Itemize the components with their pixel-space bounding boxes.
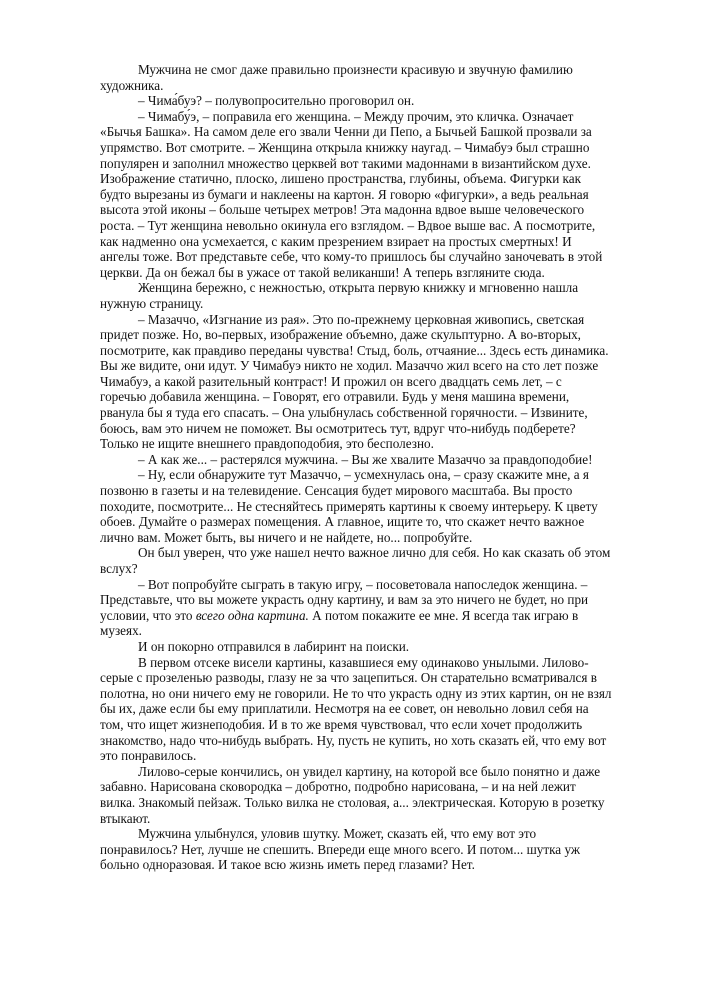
paragraph-7: – Ну, если обнаружите тут Мазаччо, – усмехнулась она, – сразу скажите мне, а я позвоню в газеты и на телевидение. Сенсация будет мирового масштаба. Вы просто походите, посмотрите... Не стесняйтесь примерять картины к своему интерьеру. К цвету обоев. Думайте о размерах помещения. А главное, ищите то, что скажет нечто важное лично вам. Может быть, вы ничего и не найдете, но... попробуйте. [100,467,598,545]
paragraph-10: И он покорно отправился в лабиринт на поиски. [138,638,410,654]
paragraph-9 [100,577,632,639]
paragraph-6: – А как же... – растерялся мужчина. – Вы же хвалите Мазаччо за правдоподобие! [138,451,593,467]
paragraph-9-before: – Вот попробуйте сыграть в такую игру, – посоветовала напоследок женщина. – Представьте, что вы можете украсть одну картину, и вам за это ничего не будет, но при условии, что это [100,576,589,623]
paragraph-2: – Чима́буэ? – полувопросительно проговорил он. [138,93,415,109]
paragraph-9-italic: всего одна картина. [195,607,309,623]
paragraph-4: Женщина бережно, с нежностью, открыта первую книжку и мгновенно нашла нужную страницу. [100,280,579,311]
paragraph-12: Лилово-серые кончились, он увидел картину, на которой все было понятно и даже забавно. Нарисована сковородка – добротно, подробно нарисована, – и на ней лежит вилка. Знакомый пейзаж. Только вилка не столовая, а... электрическая. Которую в розетку втыкают. [100,763,605,826]
paragraph-3: – Чимабу́э, – поправила его женщина. – Между прочим, это кличка. Означает «Бычья Башка». На самом деле его звали Ченни ди Пепо, а Бычьей Башкой прозвали за упрямство. Вот смотрите. – Женщина открыла книжку наугад. – Чимабуэ был страшно популярен и заполнил множество церквей вот такими мадоннами в византийском духе. Изображение статично, плоско, лишено пространства, глубины, объема. Фигурки как будто вырезаны из бумаги и наклеены на картон. Я говорю «фигурки», а ведь реальная высота этой иконы – больше четырех метров! Эта мадонна вдвое выше человеческого роста. – Тут женщина невольно окинула его взглядом. – Вдвое выше вас. А посмотрите, как надменно она усмехается, с каким презрением взирает на простых смертных! И ангелы тоже. Вот представьте себе, что кому-то пришлось бы случайно заночевать в этой церкви. Да он бежал бы в ужасе от такой великанши! А теперь взгляните сюда. [100,108,603,280]
paragraph-1: Мужчина не смог даже правильно произнести красивую и звучную фамилию художника. [100,62,573,93]
paragraph-5: – Мазаччо, «Изгнание из рая». Это по-прежнему церковная живопись, светская придет позже. Но, во-первых, изображение объемно, даже скульптурно. А во-вторых, посмотрите, как правдиво переданы чувства! Стыд, боль, отчаяние... Здесь есть динамика. Вы же видите, они идут. У Чимабуэ никто не ходил. Мазаччо жил всего на сто лет позже Чимабуэ, а какой разительный контраст! И прожил он всего двадцать семь лет, – с горечью добавила женщина. – Говорят, его отравили. Будь у меня машина времени, рванула бы я туда его спасать. – Она улыбнулась собственной горячности. – Извините, боюсь, вам это ничем не поможет. Вы осмотритесь тут, вдруг что-нибудь подберете? Только не ищите внешнего правдоподобия, это бесполезно. [100,311,609,452]
body-text [100,62,632,873]
paragraph-8: Он был уверен, что уже нашел нечто важное лично для себя. Но как сказать об этом вслух? [100,545,611,576]
paragraph-9-after: А потом покажите ее мне. Я всегда так играю в музеях. [100,607,579,639]
paragraph-11: В первом отсеке висели картины, казавшиеся ему одинаково унылыми. Лилово- серые с прозеленью разводы, глазу не за что зацепиться. Он старательно всматривался в полотна, но они ничего ему не говорили. Не то что украсть одну из этих картин, он не взял бы их, даже если бы ему приплатили. Несмотря на ее совет, он невольно ловил себя на том, что ищет жизнеподобия. И в то же время чувствовал, что если хочет продолжить знакомство, надо что-нибудь выбрать. Ну, пусть не купить, но хоть сказать ей, что ему вот это понравилось. [100,654,612,764]
paragraph-13: Мужчина улыбнулся, уловив шутку. Может, сказать ей, что ему вот это понравилось? Нет, лучше не спешить. Впереди еще много всего. И потом... шутка уж больно одноразовая. И такое всю жизнь иметь перед глазами? Нет. [100,826,580,873]
